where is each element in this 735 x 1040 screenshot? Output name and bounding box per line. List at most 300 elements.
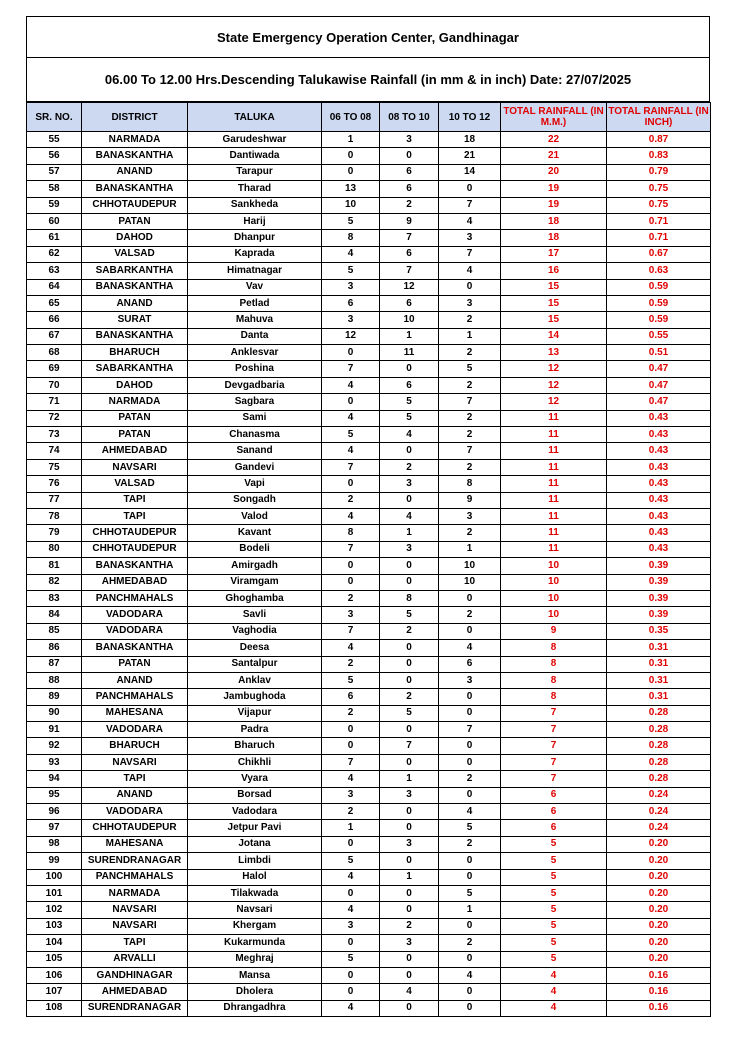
rain-06-08-cell: 7 [322,459,380,475]
total-mm-cell: 19 [501,181,607,197]
district-cell: TAPI [82,508,188,524]
district-cell: VADODARA [82,607,188,623]
total-inch-cell: 0.16 [607,1000,711,1016]
district-cell: CHHOTAUDEPUR [82,541,188,557]
district-cell: AHMEDABAD [82,984,188,1000]
total-inch-cell: 0.31 [607,640,711,656]
rain-10-12-cell: 3 [439,295,501,311]
district-cell: VALSAD [82,476,188,492]
sr-no-cell: 98 [27,836,82,852]
taluka-cell: Vapi [188,476,322,492]
rain-10-12-cell: 14 [439,164,501,180]
table-row [27,656,711,672]
total-inch-cell: 0.39 [607,558,711,574]
rain-06-08-cell: 8 [322,230,380,246]
rain-06-08-cell: 0 [322,885,380,901]
rain-08-10-cell: 0 [380,672,439,688]
rain-08-10-cell: 7 [380,738,439,754]
taluka-cell: Gandevi [188,459,322,475]
total-inch-cell: 0.67 [607,246,711,262]
rain-08-10-cell: 0 [380,902,439,918]
rain-06-08-cell: 0 [322,164,380,180]
total-mm-cell: 8 [501,656,607,672]
sr-no-cell: 75 [27,459,82,475]
sr-no-cell: 66 [27,312,82,328]
taluka-cell: Dhrangadhra [188,1000,322,1016]
taluka-cell: Sami [188,410,322,426]
taluka-cell: Halol [188,869,322,885]
total-inch-cell: 0.31 [607,656,711,672]
rain-06-08-cell: 5 [322,213,380,229]
total-inch-cell: 0.39 [607,574,711,590]
col-header-08-to-10: 08 TO 10 [380,103,439,132]
rain-08-10-cell: 3 [380,132,439,148]
taluka-cell: Poshina [188,361,322,377]
rain-06-08-cell: 0 [322,345,380,361]
rain-08-10-cell: 6 [380,181,439,197]
district-cell: MAHESANA [82,836,188,852]
sr-no-cell: 95 [27,787,82,803]
district-cell: PANCHMAHALS [82,590,188,606]
table-row [27,443,711,459]
rain-10-12-cell: 6 [439,656,501,672]
sr-no-cell: 60 [27,213,82,229]
total-mm-cell: 5 [501,885,607,901]
sr-no-cell: 64 [27,279,82,295]
district-cell: ANAND [82,164,188,180]
table-row [27,935,711,951]
rain-08-10-cell: 5 [380,410,439,426]
total-inch-cell: 0.28 [607,771,711,787]
total-inch-cell: 0.51 [607,345,711,361]
sr-no-cell: 57 [27,164,82,180]
total-mm-cell: 8 [501,640,607,656]
total-inch-cell: 0.43 [607,410,711,426]
total-mm-cell: 7 [501,722,607,738]
district-cell: SURENDRANAGAR [82,1000,188,1016]
total-mm-cell: 12 [501,361,607,377]
rain-06-08-cell: 0 [322,738,380,754]
rain-08-10-cell: 2 [380,459,439,475]
rain-10-12-cell: 4 [439,967,501,983]
total-mm-cell: 19 [501,197,607,213]
rain-08-10-cell: 5 [380,607,439,623]
table-row [27,967,711,983]
rain-10-12-cell: 5 [439,885,501,901]
rain-08-10-cell: 1 [380,771,439,787]
total-mm-cell: 6 [501,804,607,820]
total-mm-cell: 9 [501,623,607,639]
total-mm-cell: 6 [501,787,607,803]
taluka-cell: Chikhli [188,754,322,770]
total-mm-cell: 13 [501,345,607,361]
table-row [27,574,711,590]
sr-no-cell: 97 [27,820,82,836]
total-mm-cell: 4 [501,984,607,1000]
total-inch-cell: 0.43 [607,492,711,508]
rain-10-12-cell: 5 [439,361,501,377]
rain-06-08-cell: 1 [322,820,380,836]
sr-no-cell: 78 [27,508,82,524]
total-mm-cell: 21 [501,148,607,164]
taluka-cell: Ghoghamba [188,590,322,606]
rain-08-10-cell: 12 [380,279,439,295]
district-cell: ARVALLI [82,951,188,967]
table-row [27,689,711,705]
rain-08-10-cell: 0 [380,967,439,983]
rain-06-08-cell: 4 [322,640,380,656]
total-inch-cell: 0.71 [607,213,711,229]
total-mm-cell: 4 [501,1000,607,1016]
total-mm-cell: 10 [501,558,607,574]
taluka-cell: Kavant [188,525,322,541]
rain-08-10-cell: 10 [380,312,439,328]
rain-08-10-cell: 9 [380,213,439,229]
rain-08-10-cell: 0 [380,853,439,869]
total-inch-cell: 0.43 [607,427,711,443]
rain-06-08-cell: 4 [322,869,380,885]
sr-no-cell: 107 [27,984,82,1000]
total-mm-cell: 8 [501,672,607,688]
rain-08-10-cell: 0 [380,951,439,967]
sr-no-cell: 89 [27,689,82,705]
sr-no-cell: 96 [27,804,82,820]
total-inch-cell: 0.28 [607,705,711,721]
rain-10-12-cell: 0 [439,951,501,967]
table-row [27,754,711,770]
district-cell: PATAN [82,656,188,672]
rain-08-10-cell: 0 [380,558,439,574]
total-inch-cell: 0.28 [607,754,711,770]
rain-06-08-cell: 7 [322,541,380,557]
table-row [27,181,711,197]
rain-08-10-cell: 6 [380,377,439,393]
total-inch-cell: 0.24 [607,804,711,820]
sr-no-cell: 65 [27,295,82,311]
taluka-cell: Dholera [188,984,322,1000]
table-row [27,820,711,836]
rain-10-12-cell: 1 [439,902,501,918]
table-row [27,640,711,656]
table-row [27,295,711,311]
total-mm-cell: 11 [501,492,607,508]
district-cell: TAPI [82,771,188,787]
district-cell: BANASKANTHA [82,640,188,656]
table-row [27,541,711,557]
rain-06-08-cell: 7 [322,361,380,377]
rain-06-08-cell: 3 [322,312,380,328]
rain-06-08-cell: 4 [322,771,380,787]
rain-10-12-cell: 2 [439,427,501,443]
rain-08-10-cell: 0 [380,640,439,656]
rain-10-12-cell: 3 [439,672,501,688]
sr-no-cell: 106 [27,967,82,983]
total-mm-cell: 5 [501,836,607,852]
total-inch-cell: 0.28 [607,738,711,754]
total-inch-cell: 0.16 [607,967,711,983]
rain-08-10-cell: 7 [380,230,439,246]
taluka-cell: Deesa [188,640,322,656]
rain-06-08-cell: 3 [322,918,380,934]
total-mm-cell: 8 [501,689,607,705]
district-cell: MAHESANA [82,705,188,721]
sr-no-cell: 55 [27,132,82,148]
total-mm-cell: 6 [501,820,607,836]
sr-no-cell: 108 [27,1000,82,1016]
sr-no-cell: 62 [27,246,82,262]
rain-10-12-cell: 4 [439,263,501,279]
total-mm-cell: 18 [501,230,607,246]
taluka-cell: Chanasma [188,427,322,443]
total-inch-cell: 0.31 [607,672,711,688]
district-cell: SABARKANTHA [82,263,188,279]
table-row [27,197,711,213]
total-inch-cell: 0.20 [607,902,711,918]
rain-10-12-cell: 10 [439,558,501,574]
district-cell: DAHOD [82,230,188,246]
rain-06-08-cell: 10 [322,197,380,213]
total-mm-cell: 11 [501,541,607,557]
table-row [27,951,711,967]
total-inch-cell: 0.59 [607,279,711,295]
total-inch-cell: 0.31 [607,689,711,705]
table-row [27,853,711,869]
rain-06-08-cell: 2 [322,656,380,672]
rain-06-08-cell: 2 [322,705,380,721]
col-header-total-inch: TOTAL RAINFALL (IN INCH) [607,103,711,132]
taluka-cell: Khergam [188,918,322,934]
table-row [27,410,711,426]
rain-08-10-cell: 0 [380,492,439,508]
rain-08-10-cell: 3 [380,476,439,492]
total-mm-cell: 11 [501,427,607,443]
sr-no-cell: 70 [27,377,82,393]
rain-10-12-cell: 0 [439,590,501,606]
total-inch-cell: 0.47 [607,361,711,377]
rain-10-12-cell: 2 [439,771,501,787]
total-inch-cell: 0.16 [607,984,711,1000]
table-row [27,394,711,410]
total-mm-cell: 11 [501,443,607,459]
rain-10-12-cell: 0 [439,689,501,705]
taluka-cell: Viramgam [188,574,322,590]
taluka-cell: Sagbara [188,394,322,410]
rain-06-08-cell: 6 [322,295,380,311]
district-cell: NAVSARI [82,459,188,475]
total-inch-cell: 0.20 [607,869,711,885]
total-mm-cell: 11 [501,410,607,426]
table-row [27,377,711,393]
rain-10-12-cell: 7 [439,246,501,262]
rain-06-08-cell: 0 [322,574,380,590]
rain-06-08-cell: 2 [322,590,380,606]
taluka-cell: Anklav [188,672,322,688]
rain-06-08-cell: 7 [322,754,380,770]
rain-06-08-cell: 12 [322,328,380,344]
taluka-cell: Amirgadh [188,558,322,574]
sr-no-cell: 59 [27,197,82,213]
taluka-cell: Kukarmunda [188,935,322,951]
total-mm-cell: 11 [501,459,607,475]
total-inch-cell: 0.39 [607,607,711,623]
rain-08-10-cell: 0 [380,361,439,377]
rain-10-12-cell: 0 [439,705,501,721]
rain-10-12-cell: 0 [439,279,501,295]
district-cell: BHARUCH [82,345,188,361]
table-row [27,132,711,148]
rain-10-12-cell: 10 [439,574,501,590]
rain-10-12-cell: 2 [439,377,501,393]
rain-10-12-cell: 21 [439,148,501,164]
rain-10-12-cell: 2 [439,345,501,361]
sr-no-cell: 80 [27,541,82,557]
table-row [27,672,711,688]
table-row [27,492,711,508]
rainfall-report [26,16,710,1017]
col-header-taluka: TALUKA [188,103,322,132]
total-mm-cell: 15 [501,312,607,328]
table-row [27,885,711,901]
total-mm-cell: 4 [501,967,607,983]
rain-10-12-cell: 0 [439,984,501,1000]
table-row [27,918,711,934]
district-cell: ANAND [82,672,188,688]
sr-no-cell: 71 [27,394,82,410]
taluka-cell: Tharad [188,181,322,197]
rain-10-12-cell: 2 [439,525,501,541]
total-mm-cell: 11 [501,525,607,541]
sr-no-cell: 58 [27,181,82,197]
sr-no-cell: 90 [27,705,82,721]
sr-no-cell: 79 [27,525,82,541]
district-cell: AHMEDABAD [82,574,188,590]
taluka-cell: Devgadbaria [188,377,322,393]
total-mm-cell: 7 [501,738,607,754]
district-cell: PATAN [82,410,188,426]
total-mm-cell: 10 [501,590,607,606]
rain-08-10-cell: 0 [380,443,439,459]
table-row [27,148,711,164]
sr-no-cell: 76 [27,476,82,492]
sr-no-cell: 88 [27,672,82,688]
taluka-cell: Jotana [188,836,322,852]
total-mm-cell: 5 [501,918,607,934]
total-mm-cell: 12 [501,394,607,410]
rain-08-10-cell: 2 [380,197,439,213]
rain-08-10-cell: 6 [380,295,439,311]
taluka-cell: Harij [188,213,322,229]
district-cell: BANASKANTHA [82,328,188,344]
taluka-cell: Danta [188,328,322,344]
table-row [27,263,711,279]
rain-08-10-cell: 0 [380,1000,439,1016]
taluka-cell: Songadh [188,492,322,508]
rain-08-10-cell: 11 [380,345,439,361]
taluka-cell: Dantiwada [188,148,322,164]
rain-10-12-cell: 1 [439,541,501,557]
taluka-cell: Garudeshwar [188,132,322,148]
rain-08-10-cell: 0 [380,148,439,164]
district-cell: PATAN [82,427,188,443]
taluka-cell: Sanand [188,443,322,459]
sr-no-cell: 100 [27,869,82,885]
sr-no-cell: 84 [27,607,82,623]
total-inch-cell: 0.20 [607,935,711,951]
taluka-cell: Bharuch [188,738,322,754]
table-row [27,246,711,262]
report-title: State Emergency Operation Center, Gandhinagar [26,16,710,58]
rain-08-10-cell: 3 [380,935,439,951]
taluka-cell: Jambughoda [188,689,322,705]
district-cell: CHHOTAUDEPUR [82,525,188,541]
total-inch-cell: 0.20 [607,836,711,852]
total-mm-cell: 11 [501,476,607,492]
taluka-cell: Tilakwada [188,885,322,901]
total-mm-cell: 5 [501,935,607,951]
district-cell: TAPI [82,492,188,508]
rain-06-08-cell: 7 [322,623,380,639]
total-inch-cell: 0.87 [607,132,711,148]
taluka-cell: Meghraj [188,951,322,967]
rain-06-08-cell: 5 [322,951,380,967]
rain-10-12-cell: 7 [439,443,501,459]
rain-10-12-cell: 7 [439,394,501,410]
rain-06-08-cell: 0 [322,558,380,574]
district-cell: SABARKANTHA [82,361,188,377]
table-row [27,361,711,377]
table-row [27,230,711,246]
table-row [27,902,711,918]
district-cell: VALSAD [82,246,188,262]
district-cell: SURENDRANAGAR [82,853,188,869]
rain-06-08-cell: 4 [322,1000,380,1016]
taluka-cell: Limbdi [188,853,322,869]
rain-08-10-cell: 4 [380,427,439,443]
table-row [27,1000,711,1016]
taluka-cell: Valod [188,508,322,524]
taluka-cell: Vijapur [188,705,322,721]
table-row [27,705,711,721]
total-inch-cell: 0.59 [607,295,711,311]
total-inch-cell: 0.47 [607,377,711,393]
table-row [27,771,711,787]
taluka-cell: Tarapur [188,164,322,180]
rain-06-08-cell: 0 [322,836,380,852]
rain-06-08-cell: 3 [322,787,380,803]
table-row [27,164,711,180]
rain-08-10-cell: 4 [380,508,439,524]
rain-08-10-cell: 2 [380,918,439,934]
table-row [27,607,711,623]
rain-10-12-cell: 0 [439,853,501,869]
col-header-sr-no: SR. NO. [27,103,82,132]
taluka-cell: Navsari [188,902,322,918]
table-row [27,804,711,820]
sr-no-cell: 61 [27,230,82,246]
rain-10-12-cell: 0 [439,181,501,197]
taluka-cell: Bodeli [188,541,322,557]
table-row [27,279,711,295]
total-inch-cell: 0.35 [607,623,711,639]
taluka-cell: Anklesvar [188,345,322,361]
district-cell: BHARUCH [82,738,188,754]
rain-06-08-cell: 4 [322,902,380,918]
col-header-total-mm: TOTAL RAINFALL (IN M.M.) [501,103,607,132]
table-row [27,213,711,229]
rain-06-08-cell: 4 [322,410,380,426]
table-row [27,345,711,361]
total-inch-cell: 0.71 [607,230,711,246]
